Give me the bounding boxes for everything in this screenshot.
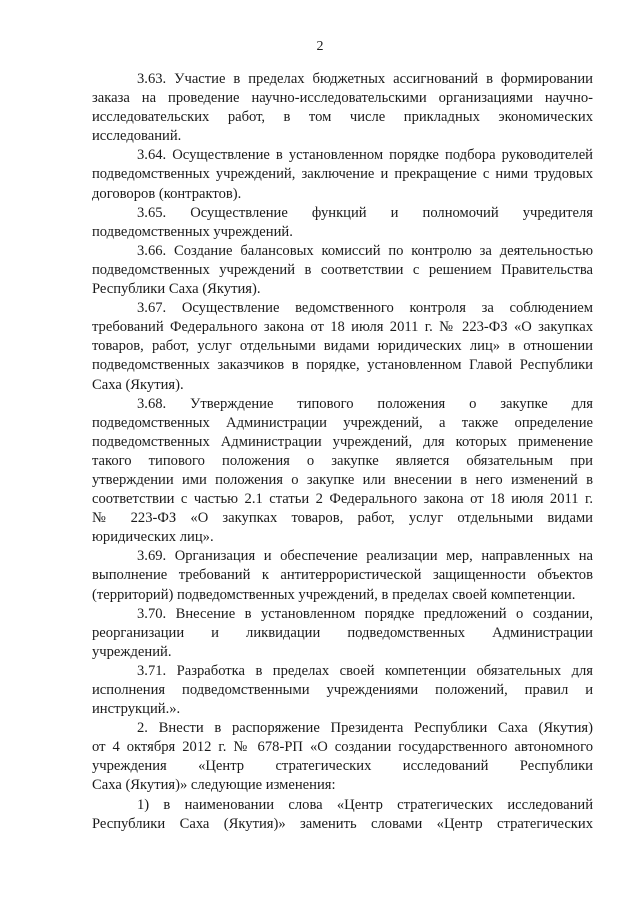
paragraph-p-3-66 (92, 242, 593, 299)
text-line: 1) в наименовании слова «Центр стратегических исследований (137, 796, 593, 813)
text-line: соответствии с частью 2.1 статьи 2 Федерального закона от 18 июля 2011 г. (92, 491, 593, 508)
text-line: 3.68. Утверждение типового положения о закупке для (137, 395, 593, 412)
text-line: 3.69. Организация и обеспечение реализации мер, направленных на (137, 548, 593, 565)
page-number: 2 (316, 39, 324, 54)
text-line: Республики Саха (Якутия)» заменить словами «Центр стратегических (92, 815, 593, 832)
text-line: Республики Саха (Якутия). (92, 281, 261, 298)
text-line: подведомственных заказчиков в порядке, установленном Главой Республики (92, 357, 593, 374)
text-line: 2. Внести в распоряжение Президента Республики Саха (Якутия) (137, 720, 593, 737)
text-line: заказа на проведение научно-исследовательскими организациями научно- (92, 90, 593, 107)
paragraph-p-3-70 (92, 605, 593, 662)
text-line: подведомственных учреждений, заключение и прекращение с ними трудовых (92, 166, 593, 183)
paragraph-p-2 (92, 719, 593, 795)
text-line: (территорий) подведомственных учреждений, в пределах своей компетенции. (92, 586, 576, 603)
text-line: подведомственных Администрации учреждений, для которых применение (92, 433, 593, 450)
text-line: 3.71. Разработка в пределах своей компетенции обязательных для (137, 662, 593, 679)
text-line: реорганизации и ликвидации подведомственных Администрации (92, 624, 593, 641)
paragraph-p-3-68 (92, 395, 593, 548)
text-line: исследовательских работ, в том числе прикладных экономических (92, 109, 593, 126)
paragraph-p-3-69 (92, 547, 593, 604)
text-line: инструкций.». (92, 701, 181, 718)
document-body (92, 70, 593, 834)
text-line: 3.66. Создание балансовых комиссий по контролю за деятельностью (137, 242, 593, 259)
text-line: договоров (контрактов). (92, 185, 242, 202)
paragraph-p-3-67 (92, 299, 593, 394)
text-line: товаров, работ, услуг отдельными видами юридических лиц» в отношении (92, 338, 593, 355)
text-line: исследований. (92, 128, 182, 145)
text-line: 3.67. Осуществление ведомственного контроля за соблюдением (137, 300, 593, 317)
paragraph-p-3-71 (92, 662, 593, 719)
text-line: такого типового положения о закупке является обязательным при (92, 452, 593, 469)
text-line: подведомственных учреждений в соответствии с решением Правительства (92, 261, 593, 278)
text-line: подведомственных Администрации учреждений, а также определение (92, 414, 593, 431)
text-line: учреждений. (92, 643, 172, 660)
text-line: юридических лиц». (92, 529, 214, 546)
paragraph-p-3-64 (92, 146, 593, 203)
text-line: № 223-ФЗ «О закупках товаров, работ, услуг отдельными видами (92, 510, 593, 527)
paragraph-p-3-65 (92, 204, 593, 242)
paragraph-p-2-1 (92, 796, 593, 834)
text-line: Саха (Якутия)» следующие изменения: (92, 777, 336, 794)
text-line: требований Федерального закона от 18 июля 2011 г. № 223-ФЗ «О закупках (92, 319, 593, 336)
text-line: утверждении ими положения о закупке или внесении в него изменений в (92, 471, 593, 488)
text-line: выполнение требований к антитеррористической защищенности объектов (92, 567, 593, 584)
text-line: 3.65. Осуществление функций и полномочий учредителя (137, 204, 593, 221)
text-line: 3.63. Участие в пределах бюджетных ассигнований в формировании (137, 71, 593, 87)
text-line: учреждения «Центр стратегических исследований Республики (92, 758, 593, 775)
text-line: подведомственных учреждений. (92, 223, 293, 240)
text-line: от 4 октября 2012 г. № 678-РП «О создании государственного автономного (92, 739, 593, 756)
text-line: 3.64. Осуществление в установленном порядке подбора руководителей (137, 147, 593, 164)
text-line: Саха (Якутия). (92, 376, 184, 393)
text-line: исполнения подведомственными учреждениями положений, правил и (92, 682, 593, 698)
text-line: 3.70. Внесение в установленном порядке предложений о создании, (137, 605, 593, 622)
paragraph-p-3-63 (92, 70, 593, 146)
